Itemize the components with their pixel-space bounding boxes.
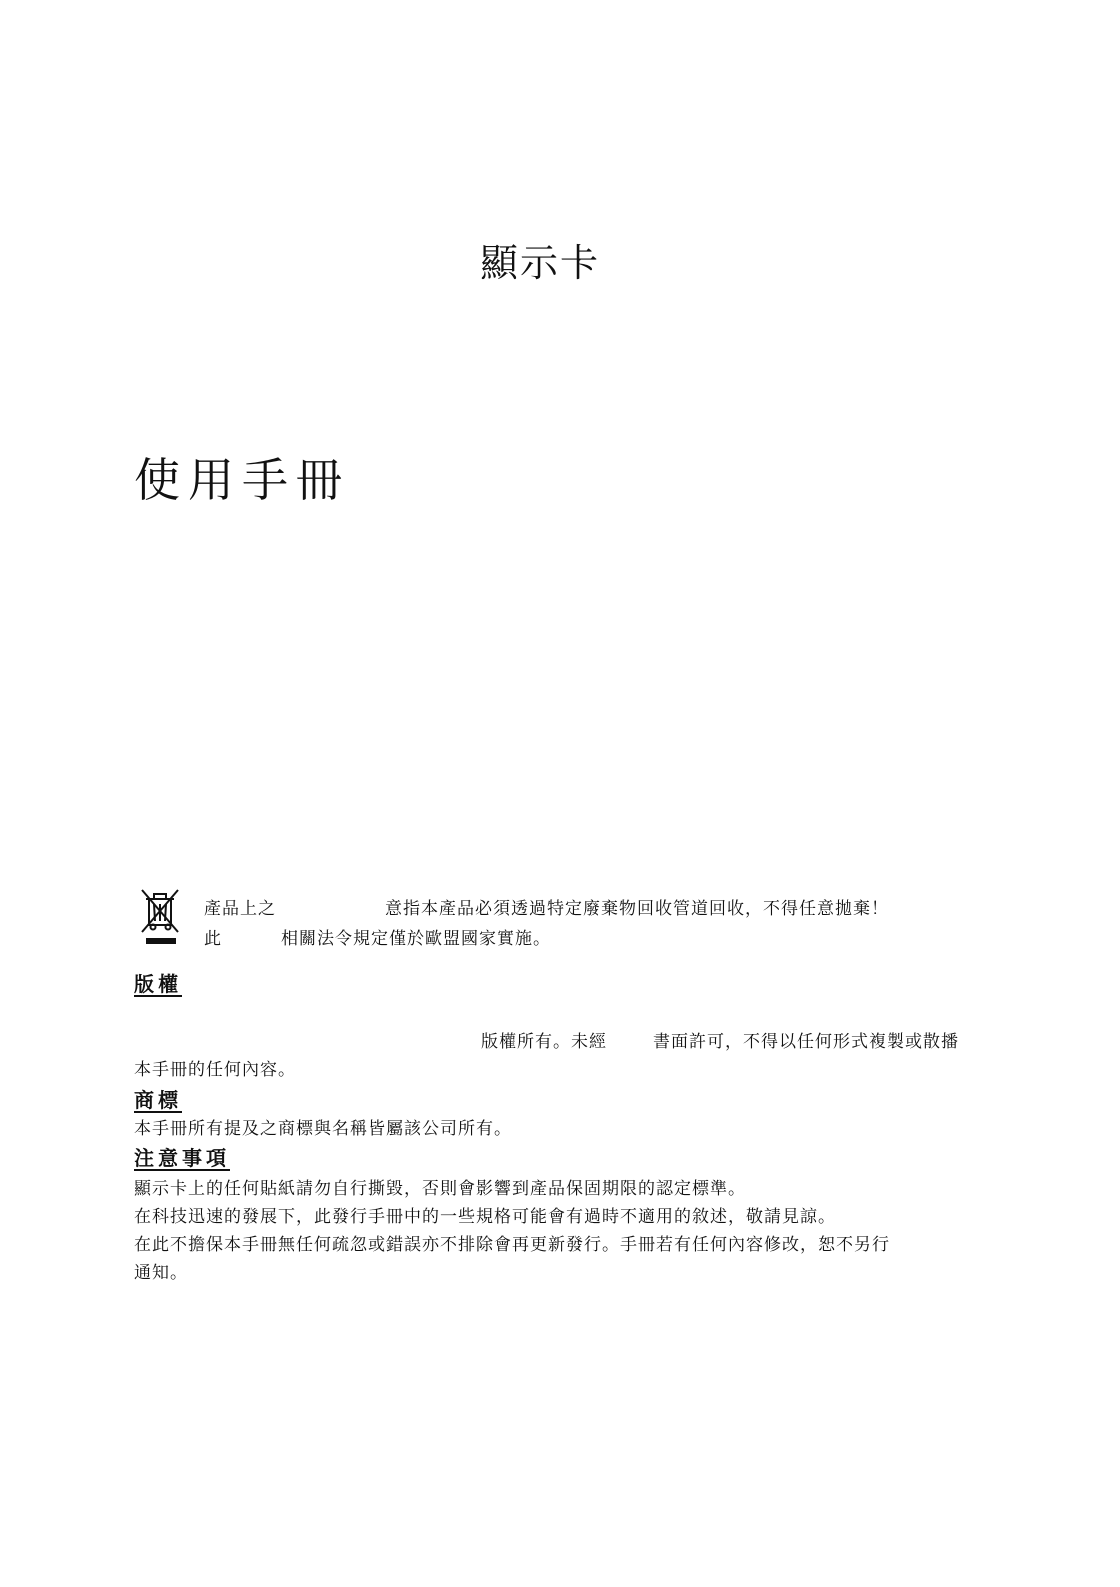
weee-notice-text: 意指本產品必須透過特定廢棄物回收管道回收，不得任意拋棄！: [385, 899, 889, 919]
crossed-out-wheelie-bin-icon: [140, 888, 182, 946]
weee-notice-text: 此: [204, 929, 222, 949]
copyright-text: 本手冊的任何內容。: [134, 1060, 296, 1080]
manual-title: 使用手冊: [134, 453, 350, 507]
trademark-heading: 商標: [134, 1088, 182, 1112]
notice-line: 通知。: [134, 1263, 188, 1283]
product-title: 顯示卡: [480, 241, 601, 285]
trademark-text: 本手冊所有提及之商標與名稱皆屬該公司所有。: [134, 1119, 512, 1139]
copyright-heading: 版權: [134, 972, 182, 996]
weee-notice-text: 產品上之: [204, 899, 276, 919]
copyright-text: 版權所有。未經: [481, 1032, 607, 1052]
notice-line: 在科技迅速的發展下，此發行手冊中的一些規格可能會有過時不適用的敘述，敬請見諒。: [134, 1207, 836, 1227]
notice-line: 在此不擔保本手冊無任何疏忽或錯誤亦不排除會再更新發行。手冊若有任何內容修改，恕不另行: [134, 1235, 890, 1255]
notice-heading: 注意事項: [134, 1146, 230, 1170]
weee-notice-text: 相關法令規定僅於歐盟國家實施。: [281, 929, 551, 949]
notice-line: 顯示卡上的任何貼紙請勿自行撕毀，否則會影響到產品保固期限的認定標準。: [134, 1179, 746, 1199]
copyright-text: 書面許可，不得以任何形式複製或散播: [653, 1032, 959, 1052]
